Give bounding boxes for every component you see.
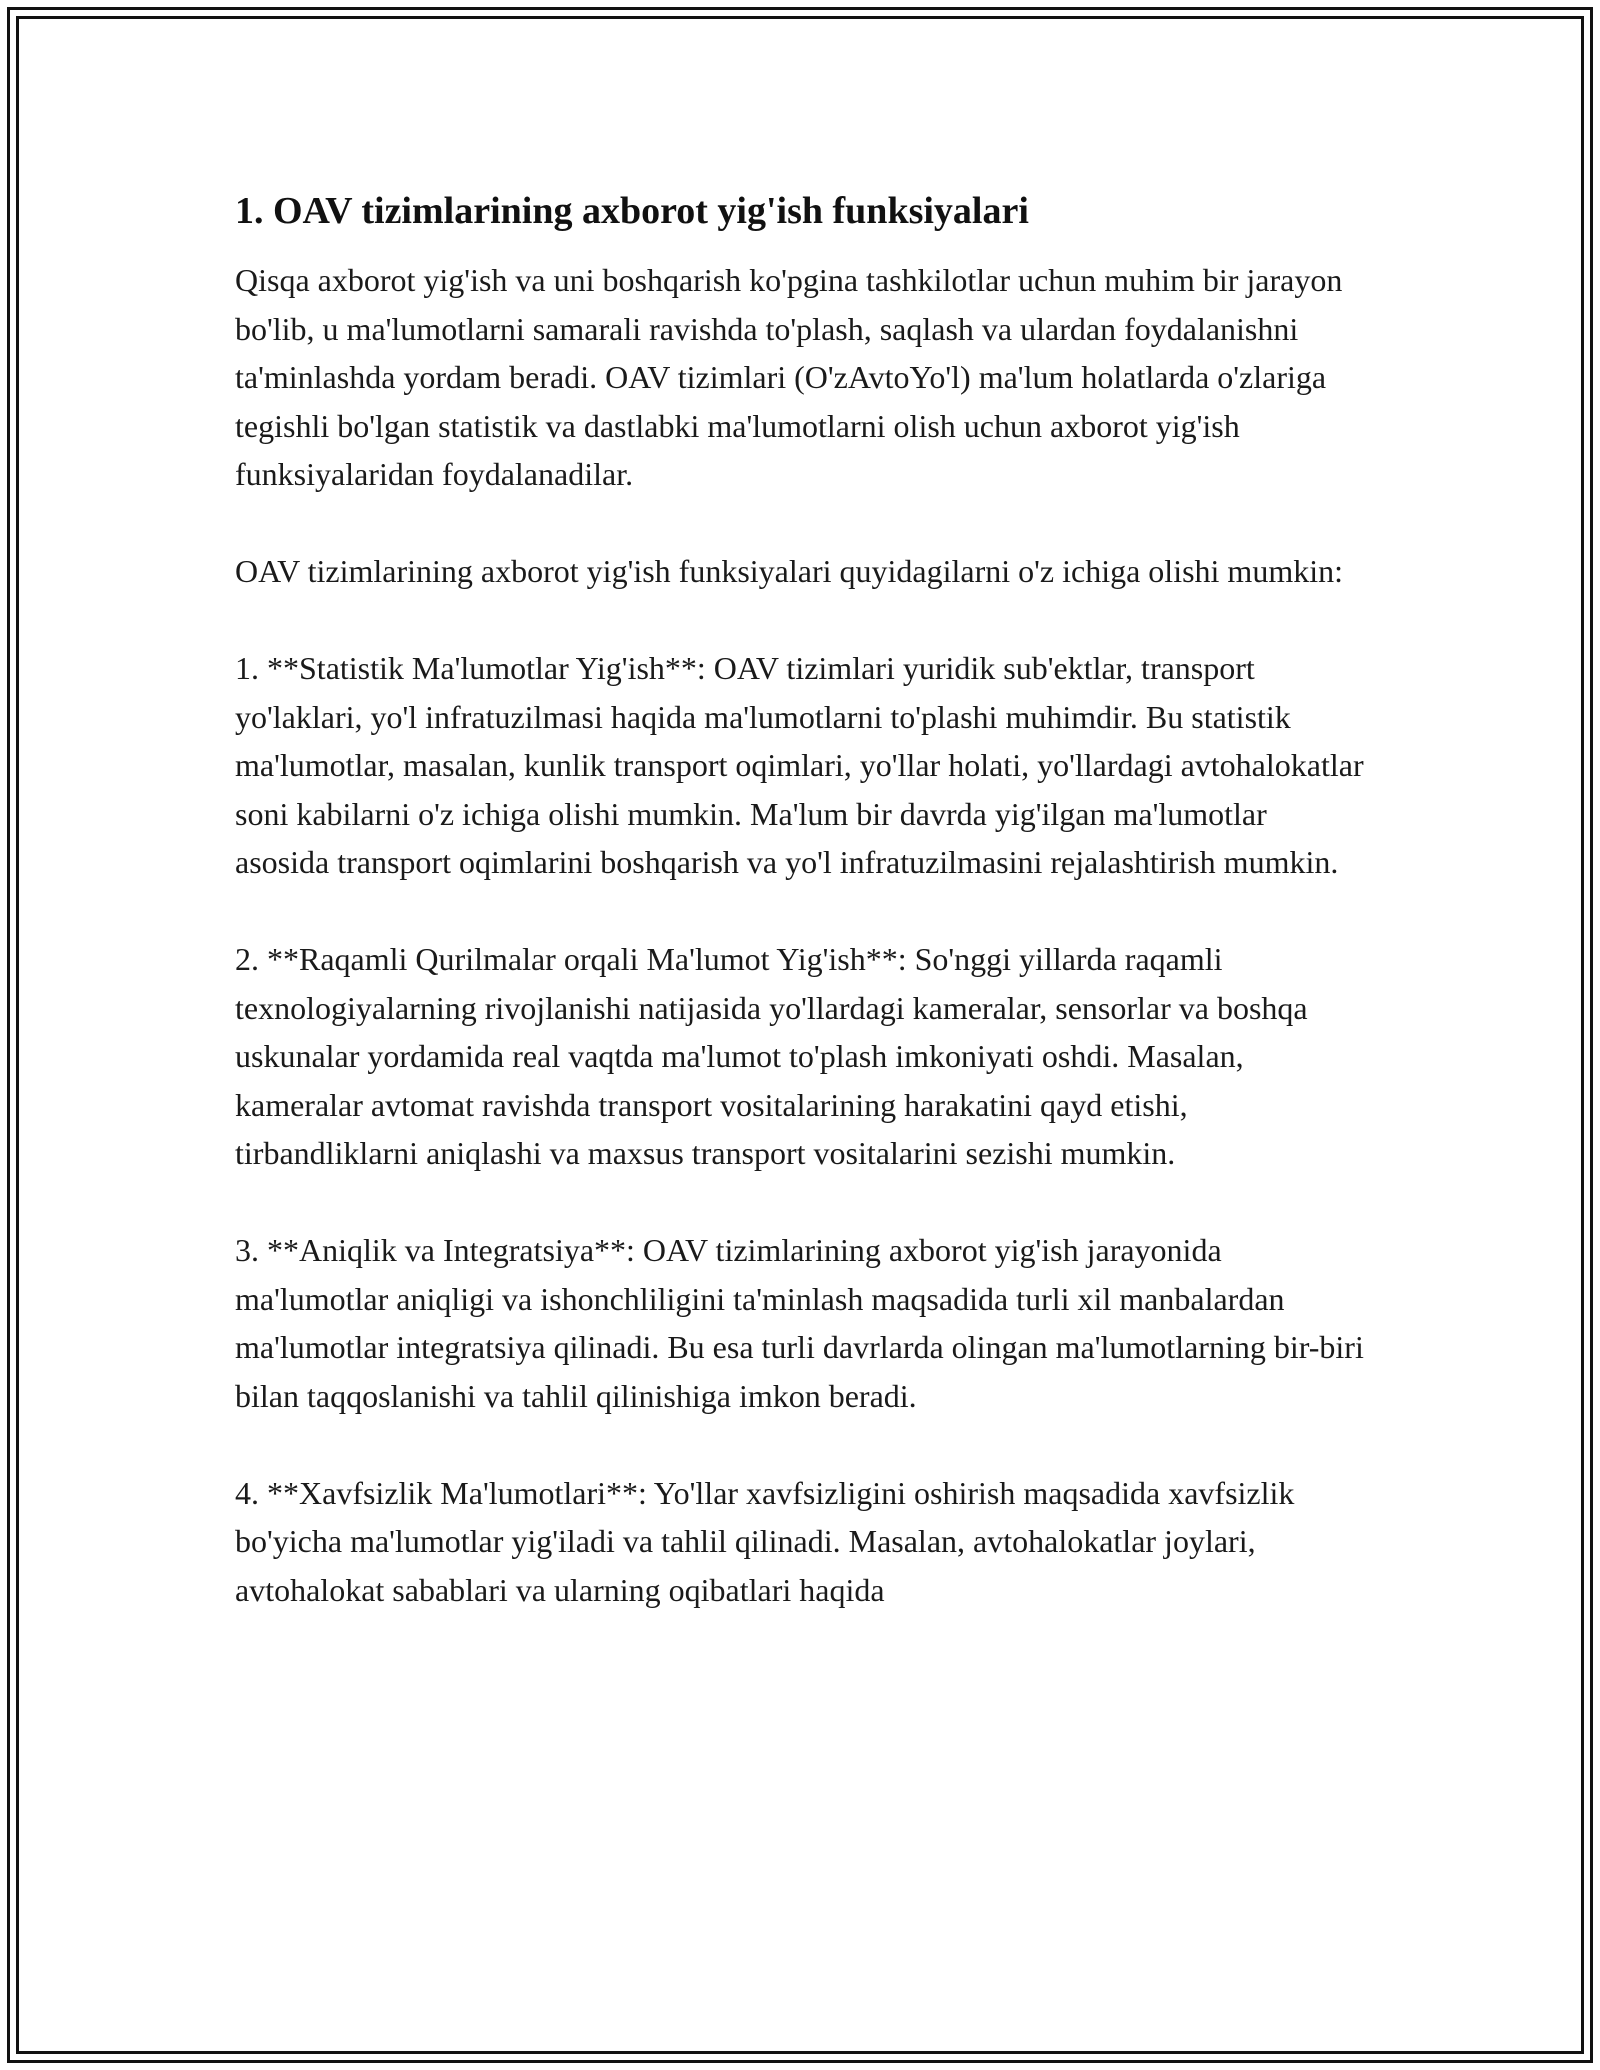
document-body (235, 186, 1365, 1614)
paragraph-item-2: 2. **Raqamli Qurilmalar orqali Ma'lumot Yig'ish**: So'nggi yillarda raqamli texnologiyalarning rivojlanishi natijasida yo'llardagi kameralar, sensorlar va boshqa uskunalar yordamida real vaqtda ma'lumot to'plash imkoniyati oshdi. Masalan, kameralar avtomat ravishda transport vositalarining harakatini qayd etishi, tirbandliklarni aniqlashi va maxsus transport vositalarini sezishi mumkin. (235, 941, 1308, 1171)
paragraph-item-4: 4. **Xavfsizlik Ma'lumotlari**: Yo'llar xavfsizligini oshirish maqsadida xavfsizlik bo'yicha ma'lumotlar yig'iladi va tahlil qilinadi. Masalan, avtohalokatlar joylari, avtohalokat sabablari va ularning oqibatlari haqida (235, 1474, 1295, 1608)
section-title: 1. OAV tizimlarining axborot yig'ish funksiyalari (235, 190, 1029, 232)
paragraph-intro: Qisqa axborot yig'ish va uni boshqarish ko'pgina tashkilotlar uchun muhim bir jarayon bo'lib, u ma'lumotlarni samarali ravishda to'plash, saqlash va ulardan foydalanishni ta'minlashda yordam beradi. OAV tizimlari (O'zAvtoYo'l) ma'lum holatlarda o'zlariga tegishli bo'lgan statistik va dastlabki ma'lumotlarni olish uchun axborot yig'ish funksiyalaridan foydalanadilar. (235, 262, 1343, 492)
paragraph-item-1: 1. **Statistik Ma'lumotlar Yig'ish**: OAV tizimlari yuridik sub'ektlar, transport yo'laklari, yo'l infratuzilmasi haqida ma'lumotlarni to'plashi muhimdir. Bu statistik ma'lumotlar, masalan, kunlik transport oqimlari, yo'llar holati, yo'llardagi avtohalokatlar soni kabilarni o'z ichiga olishi mumkin. Ma'lum bir davrda yig'ilgan ma'lumotlar asosida transport oqimlarini boshqarish va yo'l infratuzilmasini rejalashtirish mumkin. (235, 650, 1364, 880)
paragraph-item-3: 3. **Aniqlik va Integratsiya**: OAV tizimlarining axborot yig'ish jarayonida ma'lumotlar aniqligi va ishonchliligini ta'minlash maqsadida turli xil manbalardan ma'lumotlar integratsiya qilinadi. Bu esa turli davrlarda olingan ma'lumotlarning bir-biri bilan taqqoslanishi va tahlil qilinishiga imkon beradi. (235, 1232, 1364, 1414)
paragraph-list-intro: OAV tizimlarining axborot yig'ish funksiyalari quyidagilarni o'z ichiga olishi mumkin: (235, 553, 1343, 589)
